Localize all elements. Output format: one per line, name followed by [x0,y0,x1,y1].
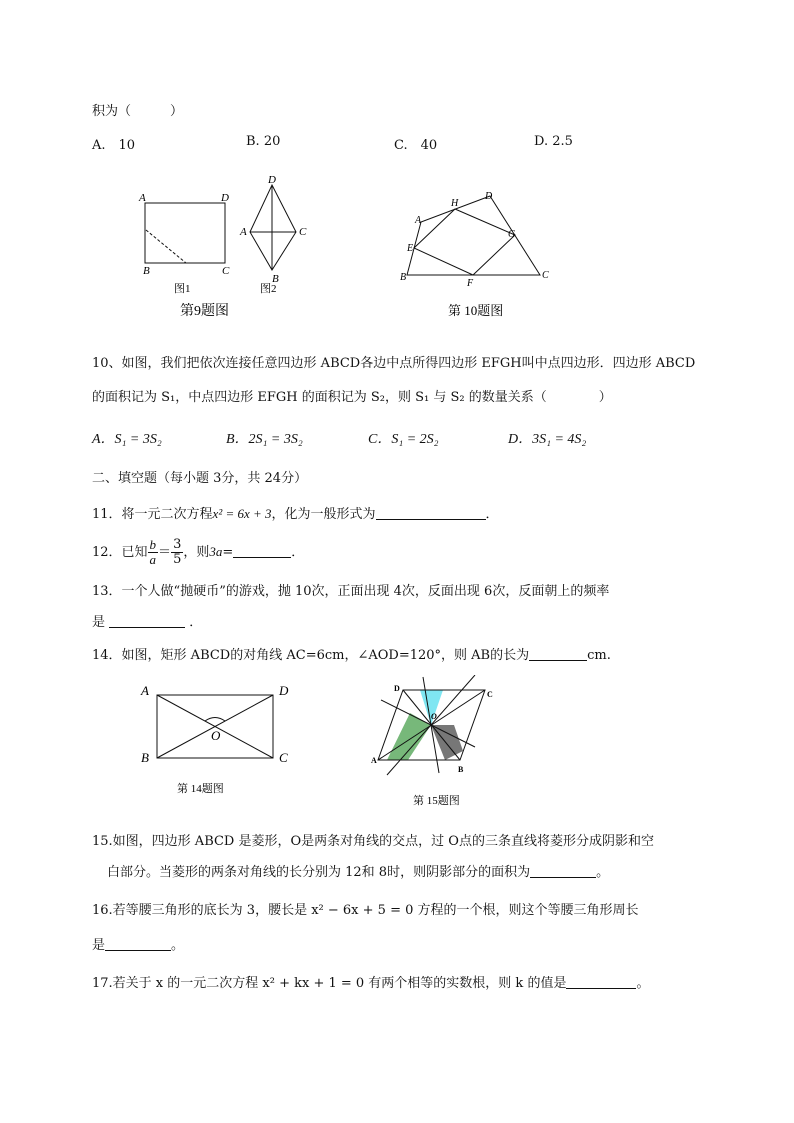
q10-label-a: A [415,215,422,226]
q14-label-c: C [279,750,288,765]
q10-label-e: E [407,243,414,254]
q10-label-h: H [451,198,459,209]
q10-line1: 10、如图，我们把依次连接任意四边形 ABCD各边中点所得四边形 EFGH叫中点四边形．四边形 ABCD [92,356,696,371]
q9-dashed-fold [146,230,186,263]
section-2-heading: 二、填空题（每小题 3分，共 24分） [92,471,308,486]
q10-option-c: C．S₁ = 2S₂ [368,432,439,447]
q10-option-a: A．S₁ = 3S₂ [92,432,162,447]
q9-fig1-caption: 图1 [174,283,191,295]
q10-label-f: F [467,278,474,289]
q17-answer-blank[interactable] [566,974,636,989]
q14-answer-blank[interactable] [529,646,587,661]
q16-line1: 16.若等腰三角形的底长为 3，腰长是 x² − 6x + 5 = 0 方程的一个根，则这个等腰三角形周长 [92,903,639,918]
q10-line2: 的面积记为 S₁，中点四边形 EFGH 的面积记为 S₂，则 S₁ 与 S₂ 的数量关系（ ） [92,390,612,405]
q9-fig2-label-d: D [268,174,276,186]
q13-answer-blank[interactable] [109,613,185,628]
q9-label-d: D [221,192,229,204]
q9-option-c: C. 40 [394,138,438,153]
q9-rectangle [145,203,225,263]
q10-label-b: B [400,272,407,283]
q9-label-a: A [139,192,146,204]
q17: 17.若关于 x 的一元二次方程 x² + kx + 1 = 0 有两个相等的实数根，则 k 的值是 。 [92,976,650,991]
q13-line1: 13．一个人做“抛硬币”的游戏，抛 10次，正面出现 4次，反面出现 6次，反面朝上的频率 [92,584,610,599]
q15-figure [365,675,505,810]
q16-answer-blank[interactable] [105,936,171,951]
q9-option-d: D. 2.5 [534,134,573,149]
q10-label-c: C [542,270,549,281]
q12-answer-blank[interactable] [233,543,291,558]
q9-tail: 积为（ ） [92,104,184,119]
q14-label-b: B [141,750,149,765]
q11-answer-blank[interactable] [376,505,486,520]
q10-label-g: G [508,229,516,240]
q10-figure-title: 第 10题图 [448,303,504,318]
q10-figure [395,185,555,320]
q15-shaded-green [387,713,431,760]
q14-figure [135,680,305,800]
q14-label-a: A [141,683,149,698]
q10-label-d: D [485,191,493,202]
q15-label-d: D [394,684,400,693]
q15-label-o: O [431,712,437,721]
q10-option-b: B．2S₁ = 3S₂ [226,432,303,447]
q9-figure [130,170,320,325]
q15-caption: 第 15题图 [413,795,460,807]
q15-line2: 白部分。当菱形的两条对角线的长分别为 12和 8时，则阴影部分的面积为 。 [107,865,610,880]
q16-line2: 是 。 [92,938,185,953]
q14-label-d: D [279,683,289,698]
q10-option-d: D．3S₁ = 4S₂ [508,432,587,447]
q9-rhombus [250,185,296,270]
q13-line2: 是 ． [92,615,203,630]
q15-label-a: A [371,756,377,765]
q9-label-b: B [143,265,150,277]
q15-label-b: B [458,765,464,774]
q9-option-b: B. 20 [246,134,281,149]
q9-fig2-caption: 图2 [260,283,277,295]
q15-line1: 15.如图，四边形 ABCD 是菱形，O是两条对角线的交点，过 O点的三条直线将菱形分成阴影和空 [92,834,654,849]
q9-label-c: C [222,265,230,277]
q15-answer-blank[interactable] [530,863,596,878]
q9-fig2-label-c: C [299,226,307,238]
q15-label-c: C [487,690,493,699]
q11: 11．将一元二次方程x² = 6x + 3，化为一般形式为 ． [92,506,499,522]
q14-caption: 第 14题图 [177,783,224,795]
q14-angle-arc [205,718,225,722]
q9-fig2-label-a: A [240,226,247,238]
q9-fig2-label-b: B [272,273,279,285]
q14-label-o: O [211,728,221,743]
q9-figure-title: 第9题图 [180,304,229,319]
q9-option-a: A. 10 [92,138,136,153]
q12: 12．已知 $\frac{b}{a}$ ＝ $\frac{3}{5}$ ，则3a= ． [92,537,305,567]
q14-text: 14．如图，矩形 ABCD的对角线 AC=6cm，∠AOD=120°，则 AB的长为 cm. [92,648,611,663]
